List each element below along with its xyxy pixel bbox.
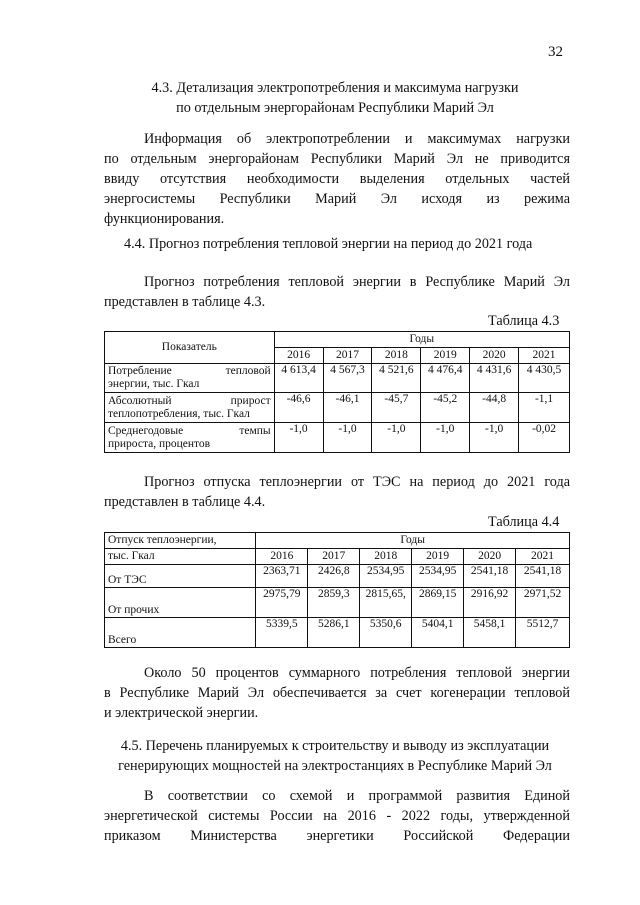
- para-line: представлен в таблице 4.4.: [104, 494, 266, 510]
- year-header: 2016: [274, 348, 323, 364]
- cogeneration-paragraph: [104, 663, 570, 723]
- table-row: [105, 588, 570, 618]
- table-cell: 4 431,6: [470, 364, 519, 393]
- year-header: 2017: [323, 348, 372, 364]
- table-cell: -1,0: [470, 423, 519, 453]
- para-line: приказом Министерства энергетики Российской Федерации: [104, 828, 570, 844]
- para-line: по отдельным энергорайонам Республики Марий Эл не приводится: [104, 151, 570, 167]
- section-4-3-heading: [100, 78, 570, 118]
- year-header: 2016: [256, 549, 308, 565]
- para-line: ввиду отсутствия необходимости выделения отдельных частей: [104, 171, 570, 187]
- year-header: 2021: [516, 549, 570, 565]
- table-header-years: Годы: [256, 533, 570, 549]
- table-cell: -46,6: [274, 393, 323, 423]
- para-line: В соответствии со схемой и программой развития Единой: [144, 788, 570, 804]
- year-header: 2018: [372, 348, 421, 364]
- table-cell: 4 567,3: [323, 364, 372, 393]
- heading-line: генерирующих мощностей на электростанциях в Республике Марий Эл: [118, 758, 552, 774]
- para-line: Около 50 процентов суммарного потребления тепловой энергии: [144, 665, 570, 681]
- para-line: Информация об электропотреблении и максимумах нагрузки: [144, 131, 570, 147]
- year-header: 2021: [519, 348, 570, 364]
- row-label-word: прироста, процентов: [108, 437, 211, 450]
- table-cell: 2534,95: [360, 565, 412, 588]
- table-cell: 2541,18: [464, 565, 516, 588]
- year-header: 2020: [464, 549, 516, 565]
- row-label: Всего: [105, 618, 256, 648]
- table-cell: -0,02: [519, 423, 570, 453]
- para-line: Прогноз потребления тепловой энергии в Республике Марий Эл: [144, 274, 570, 290]
- section-4-5-heading: [100, 736, 570, 776]
- table-cell: -45,7: [372, 393, 421, 423]
- table-cell: 2541,18: [516, 565, 570, 588]
- table-cell: 2916,92: [464, 588, 516, 618]
- table-cell: 4 521,6: [372, 364, 421, 393]
- table-row: [105, 364, 570, 393]
- table-cell: 2534,95: [412, 565, 464, 588]
- table-4-3: [104, 331, 570, 453]
- table-row: [105, 618, 570, 648]
- table-header-indicator: тыс. Гкал: [105, 549, 256, 565]
- row-label-word: Потребление: [108, 365, 172, 377]
- table-header-years: Годы: [274, 332, 569, 348]
- heading-line: 4.5. Перечень планируемых к строительству и выводу из эксплуатации: [120, 738, 550, 754]
- para-line: и электрической энергии.: [104, 705, 259, 721]
- section-4-5-paragraph: [104, 786, 570, 846]
- table-4-4-caption: Таблица 4.4: [488, 514, 560, 530]
- table-cell: -1,0: [274, 423, 323, 453]
- page-number: 32: [548, 44, 563, 60]
- para-line: энергетической системы России на 2016 - 2022 годы, утвержденной: [104, 808, 570, 824]
- para-line: представлен в таблице 4.3.: [104, 294, 266, 310]
- row-label: [105, 423, 275, 453]
- table-cell: 5458,1: [464, 618, 516, 648]
- table-cell: 5350,6: [360, 618, 412, 648]
- table-cell: -1,1: [519, 393, 570, 423]
- table-cell: 5512,7: [516, 618, 570, 648]
- row-label-word: темпы: [239, 424, 271, 437]
- row-label-word: теплопотребления, тыс. Гкал: [108, 407, 250, 420]
- table-cell: -1,0: [372, 423, 421, 453]
- table-cell: 5339,5: [256, 618, 308, 648]
- table-cell: 2971,52: [516, 588, 570, 618]
- table-cell: -1,0: [323, 423, 372, 453]
- table-header-indicator: Отпуск теплоэнергии,: [105, 533, 256, 549]
- para-line: функционирования.: [104, 211, 225, 227]
- table-cell: -1,0: [421, 423, 470, 453]
- heading-line: по отдельным энергорайонам Республики Марий Эл: [176, 100, 494, 116]
- section-4-3-paragraph: [104, 129, 570, 229]
- row-label-word: прирост: [230, 394, 271, 407]
- para-line: Прогноз отпуска теплоэнергии от ТЭС на период до 2021 года: [144, 474, 570, 490]
- table-cell: 2869,15: [412, 588, 464, 618]
- table-row: [105, 565, 570, 588]
- year-header: 2020: [470, 348, 519, 364]
- row-label: От ТЭС: [105, 565, 256, 588]
- table-row: [105, 393, 570, 423]
- heading-line: 4.3. Детализация электропотребления и максимума нагрузки: [151, 80, 519, 96]
- table-cell: -44,8: [470, 393, 519, 423]
- table-row: [105, 423, 570, 453]
- year-header: 2019: [412, 549, 464, 565]
- table-cell: 4 430,5: [519, 364, 570, 393]
- table-cell: -45,2: [421, 393, 470, 423]
- table-cell: -46,1: [323, 393, 372, 423]
- table-header-indicator: Показатель: [105, 332, 275, 364]
- year-header: 2019: [421, 348, 470, 364]
- row-label-word: энергии, тыс. Гкал: [108, 378, 200, 390]
- row-label-word: Абсолютный: [108, 394, 172, 407]
- row-label: [105, 393, 275, 423]
- row-label-word: тепловой: [225, 365, 271, 377]
- table-cell: 2426,8: [308, 565, 360, 588]
- table-cell: 5404,1: [412, 618, 464, 648]
- table-cell: 5286,1: [308, 618, 360, 648]
- table-cell: 2363,71: [256, 565, 308, 588]
- para-line: энергосистемы Республики Марий Эл исходя из режима: [104, 191, 570, 207]
- table-cell: 4 476,4: [421, 364, 470, 393]
- section-4-4-intro: [104, 272, 570, 312]
- table-cell: 2859,3: [308, 588, 360, 618]
- year-header: 2018: [360, 549, 412, 565]
- table-cell: 2815,65,: [360, 588, 412, 618]
- row-label-word: Среднегодовые: [108, 424, 184, 437]
- year-header: 2017: [308, 549, 360, 565]
- table-4-4-intro: [104, 472, 570, 512]
- para-line: в Республике Марий Эл обеспечивается за счет когенерации тепловой: [104, 685, 570, 701]
- row-label: [105, 364, 275, 393]
- table-4-3-caption: Таблица 4.3: [488, 313, 560, 329]
- section-4-4-heading: 4.4. Прогноз потребления тепловой энергии на период до 2021 года: [124, 236, 533, 252]
- table-cell: 4 613,4: [274, 364, 323, 393]
- table-cell: 2975,79: [256, 588, 308, 618]
- table-4-4: [104, 532, 570, 648]
- row-label: От прочих: [105, 588, 256, 618]
